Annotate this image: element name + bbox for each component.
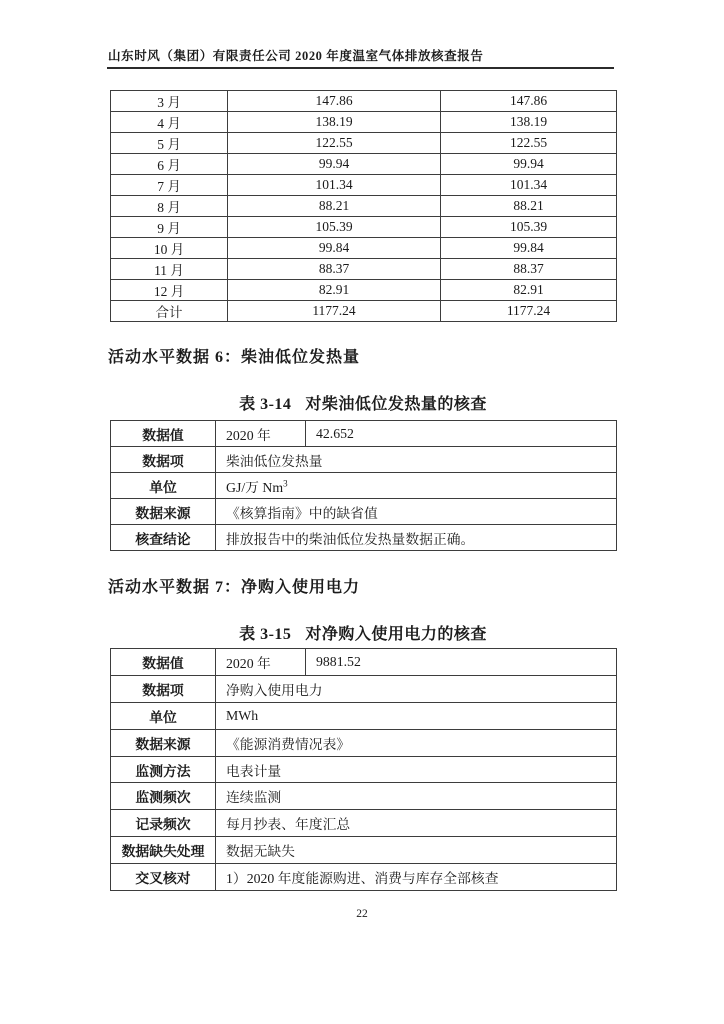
row-label-cell: 交叉核对 <box>111 864 216 891</box>
value-cell: 88.21 <box>228 196 441 217</box>
table-row-total <box>111 301 617 322</box>
value-cell: 数据无缺失 <box>216 837 617 864</box>
value-cell: MWh <box>216 702 617 729</box>
table-title: 对柴油低位发热量的核查 <box>305 396 487 413</box>
month-cell: 8 月 <box>111 196 228 217</box>
row-label-cell: 数据值 <box>111 421 216 447</box>
row-label-cell: 单位 <box>111 473 216 499</box>
table-3-14-caption <box>110 391 616 414</box>
value-cell: 排放报告中的柴油低位发热量数据正确。 <box>216 525 617 551</box>
row-label-cell: 监测频次 <box>111 783 216 810</box>
table-row <box>111 864 617 891</box>
month-cell: 11 月 <box>111 259 228 280</box>
table-3-15-caption <box>110 621 616 644</box>
month-cell: 7 月 <box>111 175 228 196</box>
value-cell: 99.84 <box>441 238 617 259</box>
unit-text: GJ/万 Nm <box>226 479 284 495</box>
table-row <box>111 729 617 756</box>
month-cell: 12 月 <box>111 280 228 301</box>
value-cell: 82.91 <box>441 280 617 301</box>
table-row <box>111 217 617 238</box>
month-cell: 10 月 <box>111 238 228 259</box>
value-cell: 138.19 <box>228 112 441 133</box>
month-cell: 3 月 <box>111 91 228 112</box>
row-label-cell: 记录频次 <box>111 810 216 837</box>
value-cell: 连续监测 <box>216 783 617 810</box>
year-cell: 2020 年 <box>216 649 306 676</box>
table-row <box>111 702 617 729</box>
table-row <box>111 91 617 112</box>
table-row <box>111 196 617 217</box>
value-cell: 1）2020 年度能源购进、消费与库存全部核查 <box>216 864 617 891</box>
value-cell: 电表计量 <box>216 756 617 783</box>
monthly-data-table <box>110 90 617 322</box>
table-row <box>111 756 617 783</box>
table-row <box>111 447 617 473</box>
month-cell: 9 月 <box>111 217 228 238</box>
value-cell: 99.84 <box>228 238 441 259</box>
row-label-cell: 数据来源 <box>111 729 216 756</box>
row-label-cell: 核查结论 <box>111 525 216 551</box>
table-row <box>111 810 617 837</box>
row-label-cell: 数据值 <box>111 649 216 676</box>
table-row <box>111 837 617 864</box>
row-label-cell: 单位 <box>111 702 216 729</box>
value-cell: 101.34 <box>441 175 617 196</box>
row-label-cell: 数据项 <box>111 447 216 473</box>
purchased-electricity-table <box>110 648 617 891</box>
total-value-cell: 1177.24 <box>441 301 617 322</box>
table-row <box>111 499 617 525</box>
value-cell: 88.21 <box>441 196 617 217</box>
value-cell: 82.91 <box>228 280 441 301</box>
table-number: 表 3-14 <box>239 396 292 413</box>
value-cell: 101.34 <box>228 175 441 196</box>
total-label-cell: 合计 <box>111 301 228 322</box>
month-cell: 4 月 <box>111 112 228 133</box>
month-cell: 6 月 <box>111 154 228 175</box>
total-value-cell: 1177.24 <box>228 301 441 322</box>
row-label-cell: 数据来源 <box>111 499 216 525</box>
value-cell: 138.19 <box>441 112 617 133</box>
unit-superscript: 3 <box>283 478 288 489</box>
value-cell: 88.37 <box>228 259 441 280</box>
table-row <box>111 421 617 447</box>
table-row <box>111 649 617 676</box>
section-heading-activity-data-6: 活动水平数据 6：柴油低位发热量 <box>108 349 361 366</box>
header-rule <box>107 67 614 69</box>
table-row <box>111 133 617 154</box>
value-cell: 《能源消费情况表》 <box>216 729 617 756</box>
unit-cell <box>216 473 617 499</box>
table-row <box>111 175 617 196</box>
table-row <box>111 525 617 551</box>
value-cell: 99.94 <box>441 154 617 175</box>
value-cell: 42.652 <box>306 421 617 447</box>
table-row <box>111 259 617 280</box>
month-cell: 5 月 <box>111 133 228 154</box>
section-heading-activity-data-7: 活动水平数据 7：净购入使用电力 <box>108 579 361 596</box>
year-cell: 2020 年 <box>216 421 306 447</box>
value-cell: 147.86 <box>228 91 441 112</box>
page-number: 22 <box>356 908 368 920</box>
value-cell: 122.55 <box>228 133 441 154</box>
table-row <box>111 112 617 133</box>
table-row <box>111 473 617 499</box>
table-title: 对净购入使用电力的核查 <box>305 626 487 643</box>
table-row <box>111 675 617 702</box>
table-row <box>111 280 617 301</box>
value-cell: 9881.52 <box>306 649 617 676</box>
value-cell: 99.94 <box>228 154 441 175</box>
table-row <box>111 238 617 259</box>
table-row <box>111 154 617 175</box>
value-cell: 105.39 <box>441 217 617 238</box>
report-header-title: 山东时风（集团）有限责任公司 2020 年度温室气体排放核查报告 <box>108 49 484 63</box>
table-row <box>111 783 617 810</box>
row-label-cell: 数据项 <box>111 675 216 702</box>
value-cell: 105.39 <box>228 217 441 238</box>
row-label-cell: 监测方法 <box>111 756 216 783</box>
value-cell: 122.55 <box>441 133 617 154</box>
value-cell: 《核算指南》中的缺省值 <box>216 499 617 525</box>
value-cell: 柴油低位发热量 <box>216 447 617 473</box>
value-cell: 每月抄表、年度汇总 <box>216 810 617 837</box>
value-cell: 147.86 <box>441 91 617 112</box>
row-label-cell: 数据缺失处理 <box>111 837 216 864</box>
diesel-heating-value-table <box>110 420 617 551</box>
table-number: 表 3-15 <box>239 626 292 643</box>
value-cell: 净购入使用电力 <box>216 675 617 702</box>
value-cell: 88.37 <box>441 259 617 280</box>
